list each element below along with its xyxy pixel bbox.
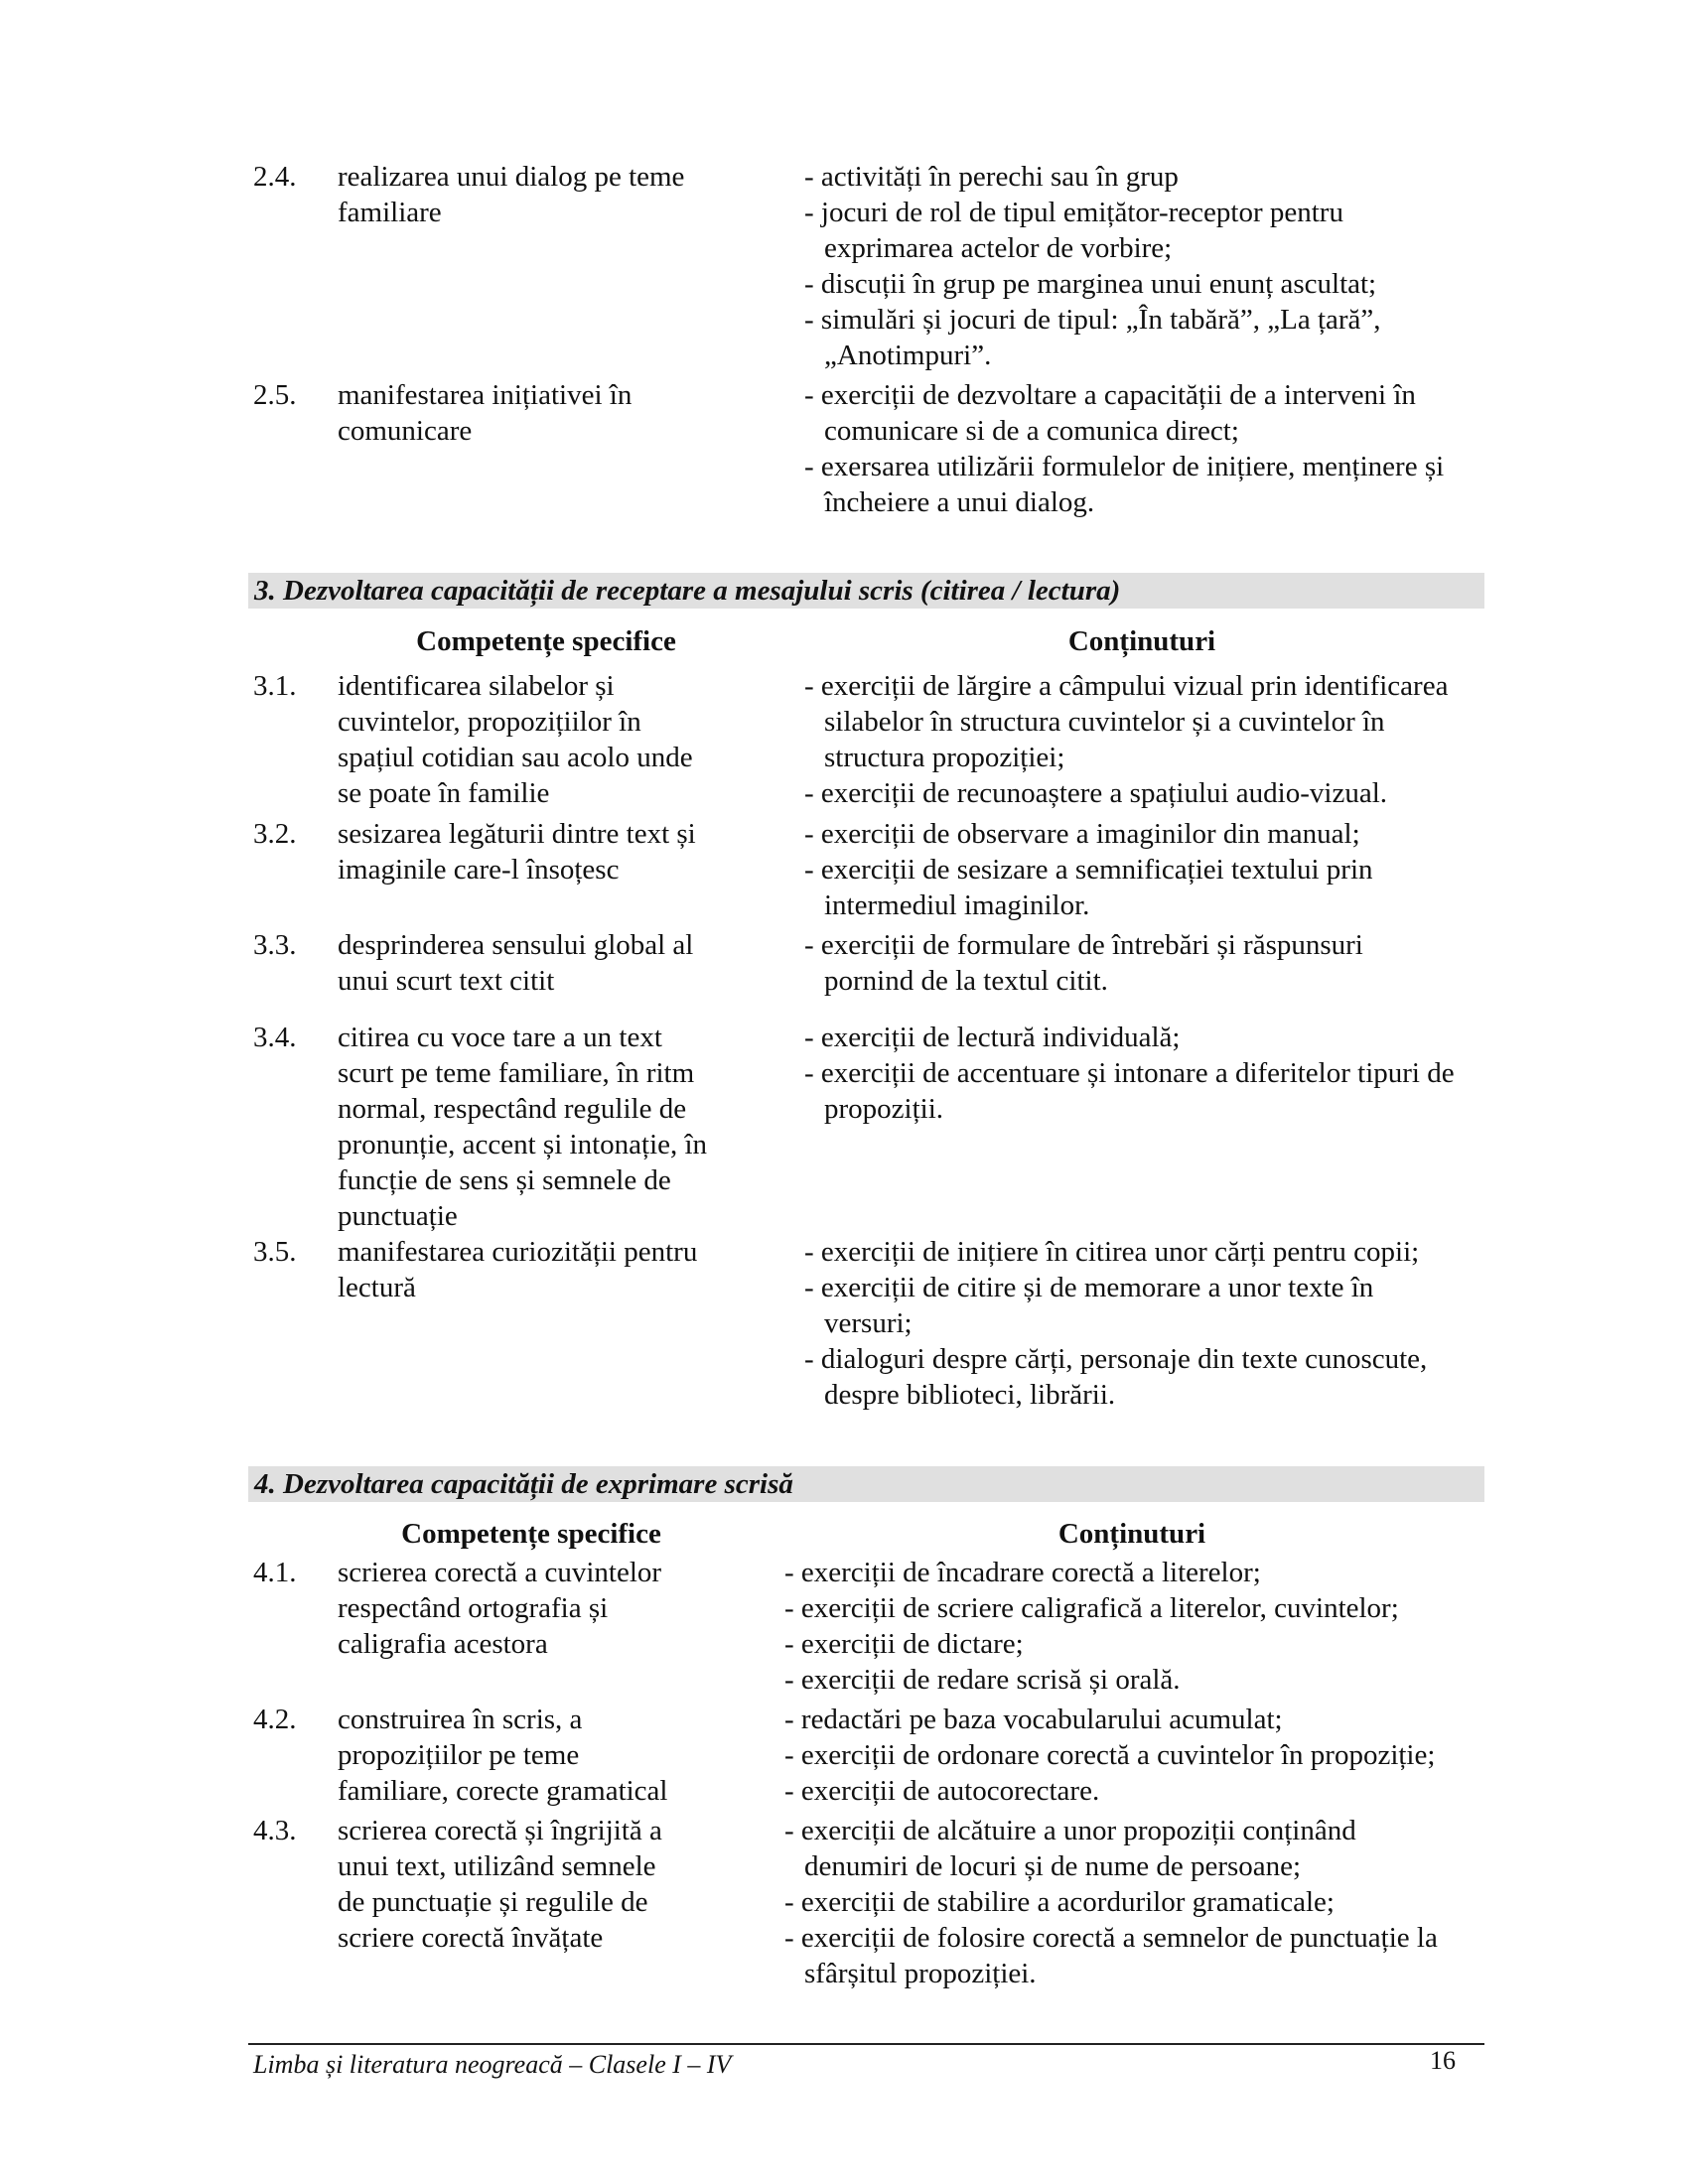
content-line: pornind de la textul citit. [824, 965, 1108, 997]
content-line: - exerciții de încadrare corectă a literelor; [784, 1557, 1261, 1588]
content-line: - discuții în grup pe marginea unui enunț ascultat; [804, 268, 1377, 300]
content-line: - exerciții de ordonare corectă a cuvintelor în propoziție; [784, 1739, 1436, 1771]
section-heading: 3. Dezvoltarea capacității de receptare a mesajului scris (citirea / lectura) [248, 573, 1484, 609]
competence-line: scrierea corectă a cuvintelor [338, 1557, 662, 1588]
column-header-contents: Conținuturi [1067, 625, 1216, 657]
content-line: sfârșitul propoziției. [804, 1958, 1037, 1989]
content-line: - exersarea utilizării formulelor de inițiere, menținere și [804, 451, 1445, 482]
content-line: intermediul imaginilor. [824, 889, 1090, 921]
content-line: - exerciții de autocorectare. [784, 1775, 1100, 1807]
content-line: - exerciții de accentuare și intonare a diferitelor tipuri de [804, 1057, 1455, 1089]
content-line: - exerciții de alcătuire a unor propoziții conținând [784, 1815, 1356, 1846]
competence-line: familiare, corecte gramatical [338, 1775, 668, 1807]
competence-line: lectură [338, 1272, 416, 1303]
competence-line: construirea în scris, a [338, 1704, 583, 1735]
content-line: exprimarea actelor de vorbire; [824, 232, 1173, 264]
item-number: 3.1. [253, 670, 297, 702]
competence-line: normal, respectând regulile de [338, 1093, 687, 1125]
content-line: silabelor în structura cuvintelor și a cuvintelor în [824, 706, 1385, 738]
footer-title: Limba și literatura neogreacă – Clasele I – IV [253, 2050, 732, 2079]
item-number: 4.2. [253, 1704, 297, 1735]
content-line: - exerciții de sesizare a semnificației textului prin [804, 854, 1373, 886]
section-heading: 4. Dezvoltarea capacității de exprimare scrisă [248, 1466, 1484, 1502]
competence-line: unui text, utilizând semnele [338, 1850, 656, 1882]
competence-line: de punctuație și regulile de [338, 1886, 648, 1918]
competence-line: caligrafia acestora [338, 1628, 548, 1660]
competence-line: realizarea unui dialog pe teme [338, 161, 685, 193]
content-line: despre biblioteci, librării. [824, 1379, 1116, 1411]
item-number: 3.5. [253, 1236, 297, 1268]
content-line: - dialoguri despre cărți, personaje din texte cunoscute, [804, 1343, 1428, 1375]
content-line: - exerciții de observare a imaginilor din manual; [804, 818, 1360, 850]
item-number: 2.4. [253, 161, 297, 193]
column-header-contents: Conținuturi [1057, 1518, 1206, 1550]
content-line: - exerciții de formulare de întrebări și răspunsuri [804, 929, 1363, 961]
content-line: - exerciții de scriere caligrafică a literelor, cuvintelor; [784, 1592, 1399, 1624]
item-number: 2.5. [253, 379, 297, 411]
content-line: - exerciții de stabilire a acordurilor gramaticale; [784, 1886, 1335, 1918]
competence-line: familiare [338, 197, 442, 228]
competence-line: manifestarea inițiativei în [338, 379, 633, 411]
content-line: - exerciții de inițiere în citirea unor cărți pentru copii; [804, 1236, 1420, 1268]
item-number: 3.2. [253, 818, 297, 850]
competence-line: sesizarea legăturii dintre text și [338, 818, 696, 850]
competence-line: funcție de sens și semnele de [338, 1164, 671, 1196]
column-header-competences: Competențe specifice [401, 1518, 661, 1550]
content-line: - exerciții de dezvoltare a capacității de a interveni în [804, 379, 1416, 411]
content-line: - activități în perechi sau în grup [804, 161, 1179, 193]
competence-line: citirea cu voce tare a un text [338, 1022, 662, 1053]
item-number: 4.3. [253, 1815, 297, 1846]
competence-line: punctuație [338, 1200, 458, 1232]
competence-line: scurt pe teme familiare, în ritm [338, 1057, 695, 1089]
item-number: 4.1. [253, 1557, 297, 1588]
competence-line: manifestarea curiozității pentru [338, 1236, 698, 1268]
content-line: versuri; [824, 1307, 913, 1339]
competence-line: scriere corectă învățate [338, 1922, 604, 1954]
content-line: „Anotimpuri”. [824, 340, 992, 371]
content-line: - jocuri de rol de tipul emițător-receptor pentru [804, 197, 1343, 228]
content-line: - exerciții de folosire corectă a semnelor de punctuație la [784, 1922, 1438, 1954]
content-line: structura propoziției; [824, 742, 1065, 773]
competence-line: se poate în familie [338, 777, 550, 809]
content-line: - exerciții de redare scrisă și orală. [784, 1664, 1181, 1696]
item-number: 3.4. [253, 1022, 297, 1053]
competence-line: propozițiilor pe teme [338, 1739, 580, 1771]
competence-line: pronunție, accent și intonație, în [338, 1129, 708, 1160]
competence-line: comunicare [338, 415, 473, 447]
content-line: - redactări pe baza vocabularului acumulat; [784, 1704, 1283, 1735]
competence-line: identificarea silabelor și [338, 670, 615, 702]
content-line: - exerciții de lărgire a câmpului vizual prin identificarea [804, 670, 1449, 702]
competence-line: spațiul cotidian sau acolo unde [338, 742, 693, 773]
content-line: - exerciții de dictare; [784, 1628, 1024, 1660]
page-number: 16 [1430, 2046, 1456, 2075]
content-line: - exerciții de citire și de memorare a unor texte în [804, 1272, 1374, 1303]
content-line: - exerciții de lectură individuală; [804, 1022, 1181, 1053]
footer-divider [248, 2043, 1484, 2045]
competence-line: unui scurt text citit [338, 965, 555, 997]
content-line: comunicare si de a comunica direct; [824, 415, 1239, 447]
content-line: - exerciții de recunoaștere a spațiului audio-vizual. [804, 777, 1387, 809]
competence-line: imaginile care-l însoțesc [338, 854, 620, 886]
content-line: încheiere a unui dialog. [824, 486, 1095, 518]
content-line: - simulări și jocuri de tipul: „În tabără”, „La țară”, [804, 304, 1381, 336]
content-line: denumiri de locuri și de nume de persoane; [804, 1850, 1302, 1882]
content-line: propoziții. [824, 1093, 944, 1125]
column-header-competences: Competențe specifice [416, 625, 676, 657]
competence-line: cuvintelor, propozițiilor în [338, 706, 641, 738]
competence-line: respectând ortografia și [338, 1592, 609, 1624]
item-number: 3.3. [253, 929, 297, 961]
competence-line: scrierea corectă și îngrijită a [338, 1815, 662, 1846]
competence-line: desprinderea sensului global al [338, 929, 694, 961]
